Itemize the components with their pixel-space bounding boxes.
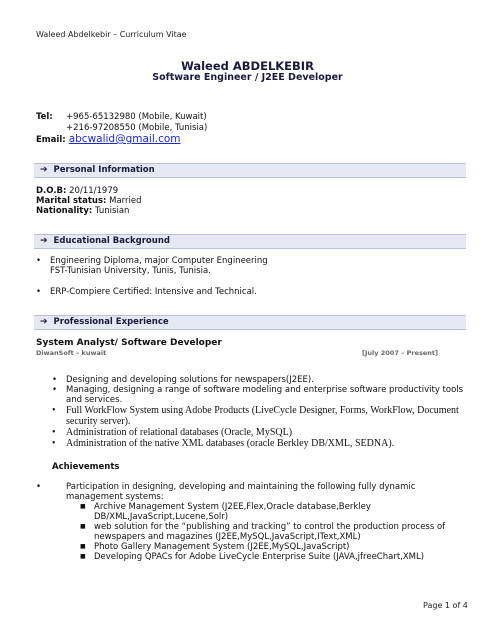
list-item <box>36 542 456 552</box>
dob-label: D.O.B: <box>36 186 67 196</box>
edu-cert: ERP-Compiere Certified: Intensive and Technical. <box>50 287 257 297</box>
edu-degree: Engineering Diploma, major Computer Engineering <box>50 256 268 266</box>
list-item <box>36 522 456 542</box>
nationality-label: Nationality: <box>36 206 93 216</box>
tel-2: +216-97208550 (Mobile, Tunisia) <box>66 123 208 133</box>
candidate-name: Waleed ABDELKEBIR <box>181 59 314 73</box>
contact-block <box>36 112 207 146</box>
education-list-2 <box>36 287 456 297</box>
achievement-text: Participation in designing, developing and maintaining the following fully dynamic management systems: <box>66 482 416 502</box>
section-professional-experience <box>34 315 466 330</box>
bullet-icon: • <box>52 438 56 449</box>
bullet-icon: • <box>52 385 58 395</box>
achievements-title: Achievements <box>52 462 120 472</box>
list-item <box>36 256 456 276</box>
nationality-value: Tunisian <box>95 206 130 216</box>
bullet-icon: • <box>52 427 56 438</box>
duty-text: Managing, designing a range of software modeling and enterprise software productivity tools and services. <box>66 385 464 405</box>
achievement-item: Photo Gallery Management System (J2EE,MySQL,JavaScript) <box>94 542 350 552</box>
bullet-icon: • <box>52 375 58 385</box>
personal-info <box>36 186 141 216</box>
arrow-right-icon: ➔ <box>40 165 48 175</box>
email-link[interactable]: abcwalid@gmail.com <box>68 133 181 145</box>
bullet-icon: • <box>36 256 42 266</box>
list-item <box>36 287 456 297</box>
marital-value: Married <box>109 196 142 206</box>
list-item <box>52 405 472 427</box>
candidate-role: Software Engineer / J2EE Developer <box>152 72 343 83</box>
marital-label: Marital status: <box>36 196 107 206</box>
duty-text: Administration of relational databases (Oracle, MySQL) <box>66 427 293 438</box>
list-item <box>52 427 472 438</box>
achievement-item: Developing QPACs for Adobe LiveCycle Enterprise Suite (JAVA,jfreeChart,XML) <box>94 552 425 562</box>
education-list <box>36 256 456 276</box>
square-bullet-icon: ■ <box>80 543 86 550</box>
section-title: Educational Background <box>53 236 170 246</box>
bullet-icon: • <box>36 287 42 297</box>
bullet-icon: • <box>52 405 56 416</box>
dob-value: 20/11/1979 <box>69 186 119 196</box>
duties-list <box>52 375 472 449</box>
section-title: Professional Experience <box>53 317 169 327</box>
list-item <box>52 375 472 385</box>
bullet-icon: • <box>36 482 42 492</box>
square-bullet-icon: ■ <box>80 503 86 510</box>
tel-line-1 <box>36 112 207 123</box>
job-company: DiwanSoft – kuwait <box>36 349 107 357</box>
edu-school: FST-Tunisian University, Tunis, Tunisia. <box>50 266 211 276</box>
tel-label: Tel: <box>36 112 53 122</box>
achievements-block <box>36 482 456 562</box>
square-bullet-icon: ■ <box>80 523 86 530</box>
list-item <box>52 438 472 449</box>
achievement-sublist <box>36 502 456 562</box>
list-item <box>36 482 456 502</box>
arrow-right-icon: ➔ <box>40 317 48 327</box>
email-line <box>36 134 207 146</box>
running-header: Waleed Abdelkebir – Curriculum Vitae <box>36 30 187 39</box>
tel-1: +965-65132980 (Mobile, Kuwait) <box>66 112 207 122</box>
duty-text: Full WorkFlow System using Adobe Products (LiveCycle Designer, Forms, WorkFlow, Document security server). <box>66 405 459 427</box>
email-label: Email: <box>36 135 66 145</box>
section-educational-background <box>34 234 466 249</box>
list-item <box>52 385 472 405</box>
arrow-right-icon: ➔ <box>40 236 48 246</box>
achievement-item: Archive Management System (J2EE,Flex,Oracle database,Berkley DB/XML,JavaScript,Lucene,Solr) <box>94 502 371 522</box>
list-item <box>36 552 456 562</box>
page-number: Page 1 of 4 <box>423 601 468 610</box>
achievement-item: web solution for the “publishing and tracking” to control the production process of newspapers and magazines (J2EE,MySQL,JavaScript,IText,XML) <box>94 522 446 542</box>
duty-text: Administration of the native XML databases (oracle Berkley DB/XML, SEDNA). <box>66 438 395 449</box>
section-personal-information <box>34 163 466 178</box>
job-dates: [July 2007 – Present] <box>362 349 438 357</box>
section-title: Personal Information <box>53 165 155 175</box>
list-item <box>36 502 456 522</box>
square-bullet-icon: ■ <box>80 553 86 560</box>
job-title: System Analyst/ Software Developer <box>36 338 222 348</box>
duty-text: Designing and developing solutions for newspapers(J2EE). <box>66 375 314 385</box>
